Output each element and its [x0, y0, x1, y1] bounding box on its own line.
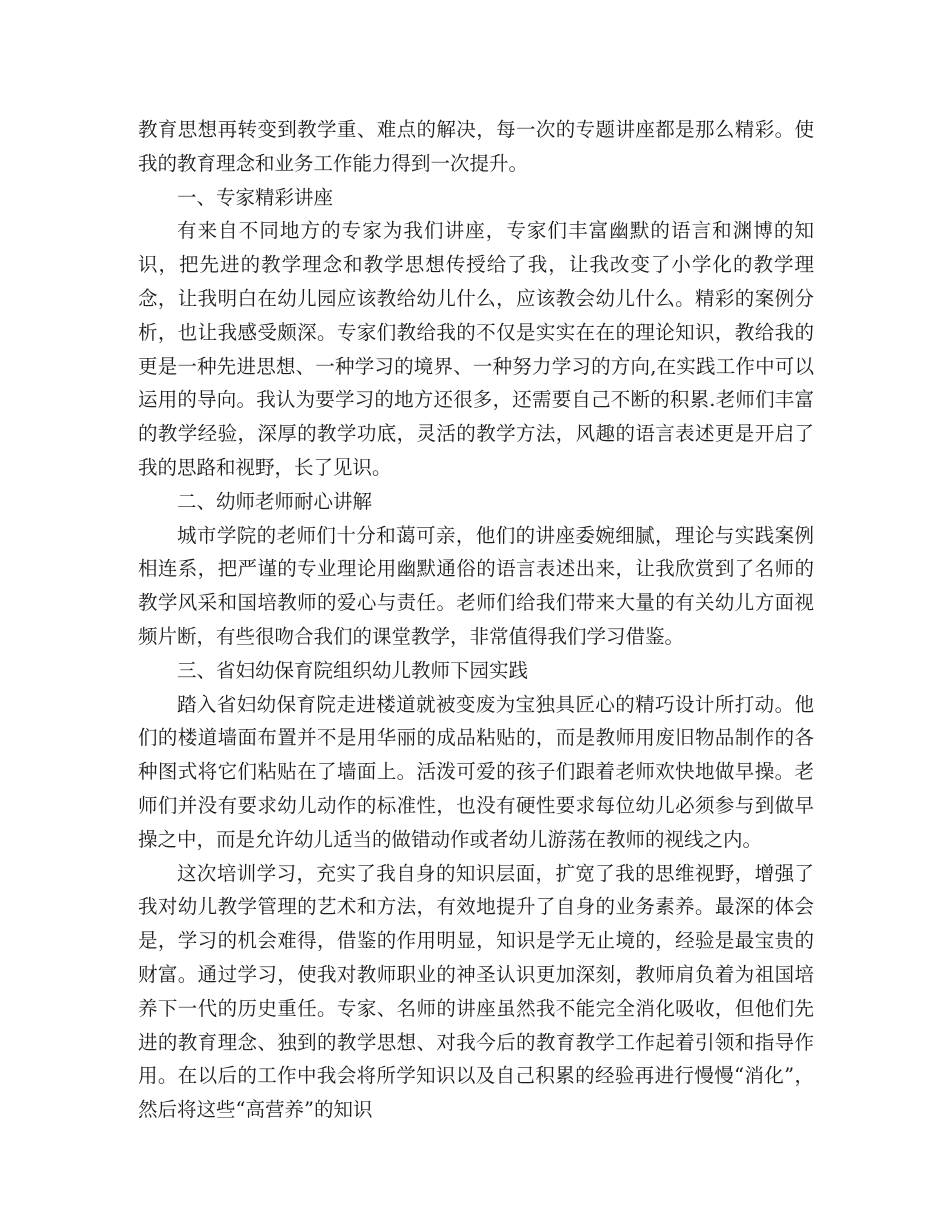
paragraph-teacher-explanation: 城市学院的老师们十分和蔼可亲，他们的讲座委婉细腻，理论与实践案例相连系，把严谨的专业理论用幽默通俗的语言表述出来，让我欣赏到了名师的教学风采和国培教师的爱心与责任。老师们给我们带来大量的有关幼儿方面视频片断，有些很吻合我们的课堂教学，非常值得我们学习借鉴。: [138, 523, 814, 648]
paragraph-continuation: 教育思想再转变到教学重、难点的解决，每一次的专题讲座都是那么精彩。使我的教育理念和业务工作能力得到一次提升。: [138, 118, 814, 175]
paragraph-summary: 这次培训学习，充实了我自身的知识层面，扩宽了我的思维视野，增强了我对幼儿教学管理的艺术和方法，有效地提升了自身的业务素养。最深的体会是，学习的机会难得，借鉴的作用明显，知识是学无止境的，经验是最宝贵的财富。通过学习，使我对教师职业的神圣认识更加深刻，教师肩负着为祖国培养下一代的历史重任。专家、名师的讲座虽然我不能完全消化吸收，但他们先进的教育理念、独到的教学思想、对我今后的教育教学工作起着引领和指导作用。在以后的工作中我会将所学知识以及自己积累的经验再进行慢慢“消化”，然后将这些“高营养”的知识: [138, 861, 814, 1122]
section-heading-practice: 三、省妇幼保育院组织幼儿教师下园实践: [177, 658, 529, 682]
section-heading-teacher-explanation: 二、幼师老师耐心讲解: [177, 489, 373, 513]
paragraph-expert-lectures: 有来自不同地方的专家为我们讲座，专家们丰富幽默的语言和渊博的知识，把先进的教学理念和教学思想传授给了我，让我改变了小学化的教学理念，让我明白在幼儿园应该教给幼儿什么，应该教会幼儿什么。精彩的案例分析，也让我感受颇深。专家们教给我的不仅是实实在在的理论知识，教给我的更是一种先进思想、一种学习的境界、一种努力学习的方向,在实践工作中可以运用的导向。我认为要学习的地方还很多，还需要自己不断的积累.老师们丰富的教学经验，深厚的教学功底，灵活的教学方法，风趣的语言表述更是开启了我的思路和视野，长了见识。: [138, 219, 814, 479]
paragraph-practice: 踏入省妇幼保育院走进楼道就被变废为宝独具匠心的精巧设计所打动。他们的楼道墙面布置并不是用华丽的成品粘贴的，而是教师用废旧物品制作的各种图式将它们粘贴在了墙面上。活泼可爱的孩子们跟着老师欢快地做早操。老师们并没有要求幼儿动作的标准性，也没有硬性要求每位幼儿必须参与到做早操之中，而是允许幼儿适当的做错动作或者幼儿游荡在教师的视线之内。: [138, 692, 814, 851]
section-heading-expert-lectures: 一、专家精彩讲座: [177, 185, 334, 209]
document-page: [138, 113, 814, 1127]
